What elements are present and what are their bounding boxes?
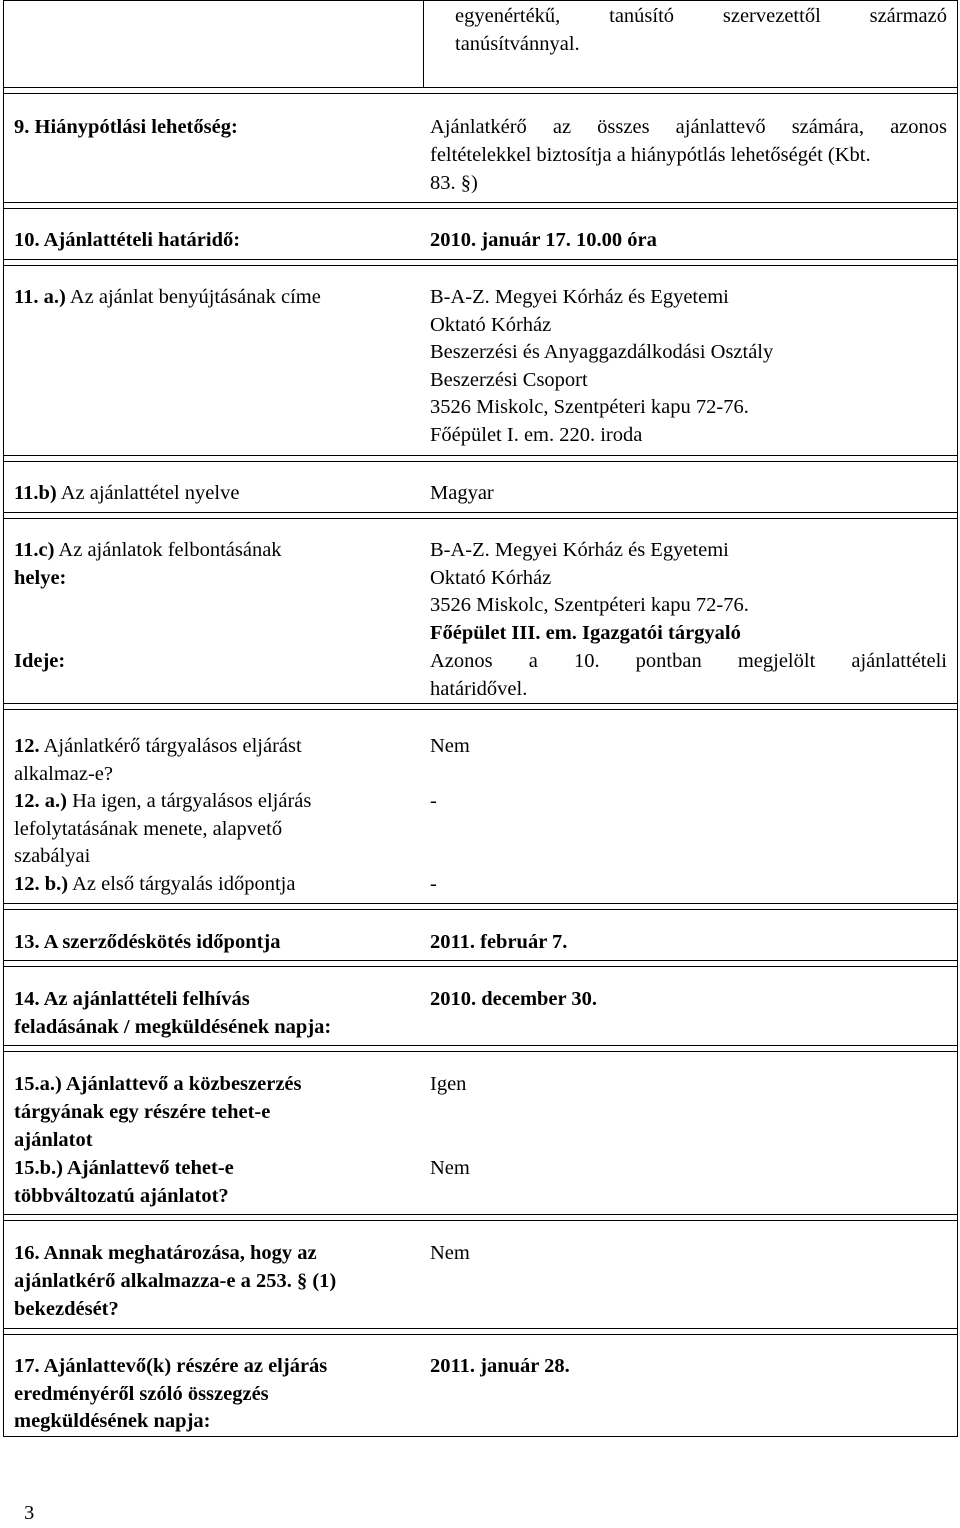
- row12a-label-line2: lefolytatásának menete, alapvető: [14, 818, 283, 840]
- bold-run: 12. a.): [14, 790, 67, 812]
- row11a-label: 11. a.) Az ajánlat benyújtásának címe: [14, 286, 321, 308]
- row16-value: Nem: [430, 1242, 470, 1264]
- row13-label: 13. A szerződéskötés időpontja: [14, 931, 281, 953]
- row11c-time-label: [14, 648, 65, 676]
- row14-label-line2: feladásának / megküldésének napja:: [14, 1016, 332, 1038]
- row16-label-line3: bekezdését?: [14, 1298, 119, 1320]
- row10-value: 2010. január 17. 10.00 óra: [430, 229, 657, 251]
- row12a-label-line3: szabályai: [14, 845, 91, 867]
- row14-value: 2010. december 30.: [430, 988, 598, 1010]
- row-rule: [3, 1220, 958, 1221]
- bold-run: 11.c): [14, 539, 55, 561]
- row12-value: Nem: [430, 735, 470, 757]
- row11c-place-line: B-A-Z. Megyei Kórház és Egyetemi: [430, 539, 729, 561]
- row11a-address-line: Főépület I. em. 220. iroda: [430, 424, 643, 446]
- row0-text-line2: tanúsítvánnyal.: [455, 33, 580, 55]
- bold-run: 11.b): [14, 482, 57, 504]
- row11c-place-room: Főépület III. em. Igazgatói tárgyaló: [430, 622, 741, 644]
- bold-run: 12.: [14, 735, 40, 757]
- row17-value: 2011. január 28.: [430, 1355, 570, 1377]
- row11a-address-line: Oktató Kórház: [430, 314, 552, 336]
- row17-label-line2: eredményéről szóló összegzés: [14, 1383, 269, 1405]
- row-rule: [3, 1436, 958, 1437]
- row-rule: [3, 1328, 958, 1329]
- row15a-label-line2: tárgyának egy részére tehet-e: [14, 1101, 271, 1123]
- row-rule: [3, 208, 958, 209]
- row11c-place-line: Oktató Kórház: [430, 567, 552, 589]
- row-rule: [3, 709, 958, 710]
- row15a-value: Igen: [430, 1073, 467, 1095]
- row-rule: [3, 512, 958, 513]
- row-rule: [3, 1334, 958, 1335]
- row-rule: [3, 87, 958, 88]
- row-rule: [3, 1051, 958, 1052]
- row11c-label-line2: [14, 565, 66, 593]
- table-right-border: [957, 0, 958, 1437]
- row-rule: [3, 909, 958, 910]
- row-rule: [3, 455, 958, 456]
- row11c-place-line: 3526 Miskolc, Szentpéteri kapu 72-76.: [430, 594, 749, 616]
- row11c-time-value-line1: Azonos a 10. pontban megjelölt ajánlattételi: [430, 650, 947, 672]
- row9-label: 9. Hiánypótlási lehetőség:: [14, 116, 238, 138]
- row-rule: [3, 93, 958, 94]
- row-rule: [3, 966, 958, 967]
- bold-run: 11. a.): [14, 286, 66, 308]
- row10-label: 10. Ajánlattételi határidő:: [14, 229, 241, 251]
- row17-label-line1: 17. Ajánlattevő(k) részére az eljárás: [14, 1355, 328, 1377]
- row-rule: [3, 202, 958, 203]
- bold-run: Ideje:: [14, 650, 66, 672]
- row14-label-line1: 14. Az ajánlattételi felhívás: [14, 988, 250, 1010]
- page-number: 3: [24, 1502, 35, 1524]
- row16-label-line1: 16. Annak meghatározása, hogy az: [14, 1242, 317, 1264]
- row9-value-line3: 83. §): [430, 172, 478, 194]
- row11a-address-line: 3526 Miskolc, Szentpéteri kapu 72-76.: [430, 396, 749, 418]
- row15b-value: Nem: [430, 1157, 470, 1179]
- row-rule: [3, 960, 958, 961]
- row0-divider: [423, 0, 424, 87]
- row16-label-line2: ajánlatkérő alkalmazza-e a 253. § (1): [14, 1270, 337, 1292]
- row12b-label: 12. b.) Az első tárgyalás időpontja: [14, 873, 296, 895]
- row11c-label-line1: 11.c) Az ajánlatok felbontásának: [14, 539, 282, 561]
- row11b-label: 11.b) Az ajánlattétel nyelve: [14, 482, 240, 504]
- row-rule: [3, 518, 958, 519]
- row17-label-line3: megküldésének napja:: [14, 1410, 211, 1432]
- row13-value: 2011. február 7.: [430, 931, 568, 953]
- row0-text-line1: egyenértékű, tanúsító szervezettől származó: [455, 5, 947, 27]
- bold-run: 12. b.): [14, 873, 69, 895]
- row15b-label-line2: többváltozatú ajánlatot?: [14, 1185, 229, 1207]
- row-rule: [3, 0, 958, 1]
- row-rule: [3, 265, 958, 266]
- row9-value-line1: Ajánlatkérő az összes ajánlattevő számára, azonos: [430, 116, 947, 138]
- row12-label-line2: alkalmaz-e?: [14, 763, 114, 785]
- row-rule: [3, 259, 958, 260]
- row11a-address-line: B-A-Z. Megyei Kórház és Egyetemi: [430, 286, 729, 308]
- bold-run: helye:: [14, 567, 67, 589]
- row11a-address-line: Beszerzési Csoport: [430, 369, 588, 391]
- row12-label-line1: 12. Ajánlatkérő tárgyalásos eljárást: [14, 735, 302, 757]
- row12a-label-line1: 12. a.) Ha igen, a tárgyalásos eljárás: [14, 790, 312, 812]
- row11c-time-value-line2: határidővel.: [430, 678, 528, 700]
- row12b-value: -: [430, 873, 437, 895]
- row9-value-line2: feltételekkel biztosítja a hiánypótlás lehetőségét (Kbt.: [430, 144, 871, 166]
- row-rule: [3, 903, 958, 904]
- table-left-border: [3, 0, 4, 1437]
- row-rule: [3, 1045, 958, 1046]
- row-rule: [3, 1214, 958, 1215]
- row11a-address-line: Beszerzési és Anyaggazdálkodási Osztály: [430, 341, 774, 363]
- row15a-label-line1: 15.a.) Ajánlattevő a közbeszerzés: [14, 1073, 302, 1095]
- row12a-value: -: [430, 790, 437, 812]
- row11b-value: Magyar: [430, 482, 494, 504]
- row15b-label-line1: 15.b.) Ajánlattevő tehet-e: [14, 1157, 234, 1179]
- row-rule: [3, 461, 958, 462]
- row15a-label-line3: ajánlatot: [14, 1129, 93, 1151]
